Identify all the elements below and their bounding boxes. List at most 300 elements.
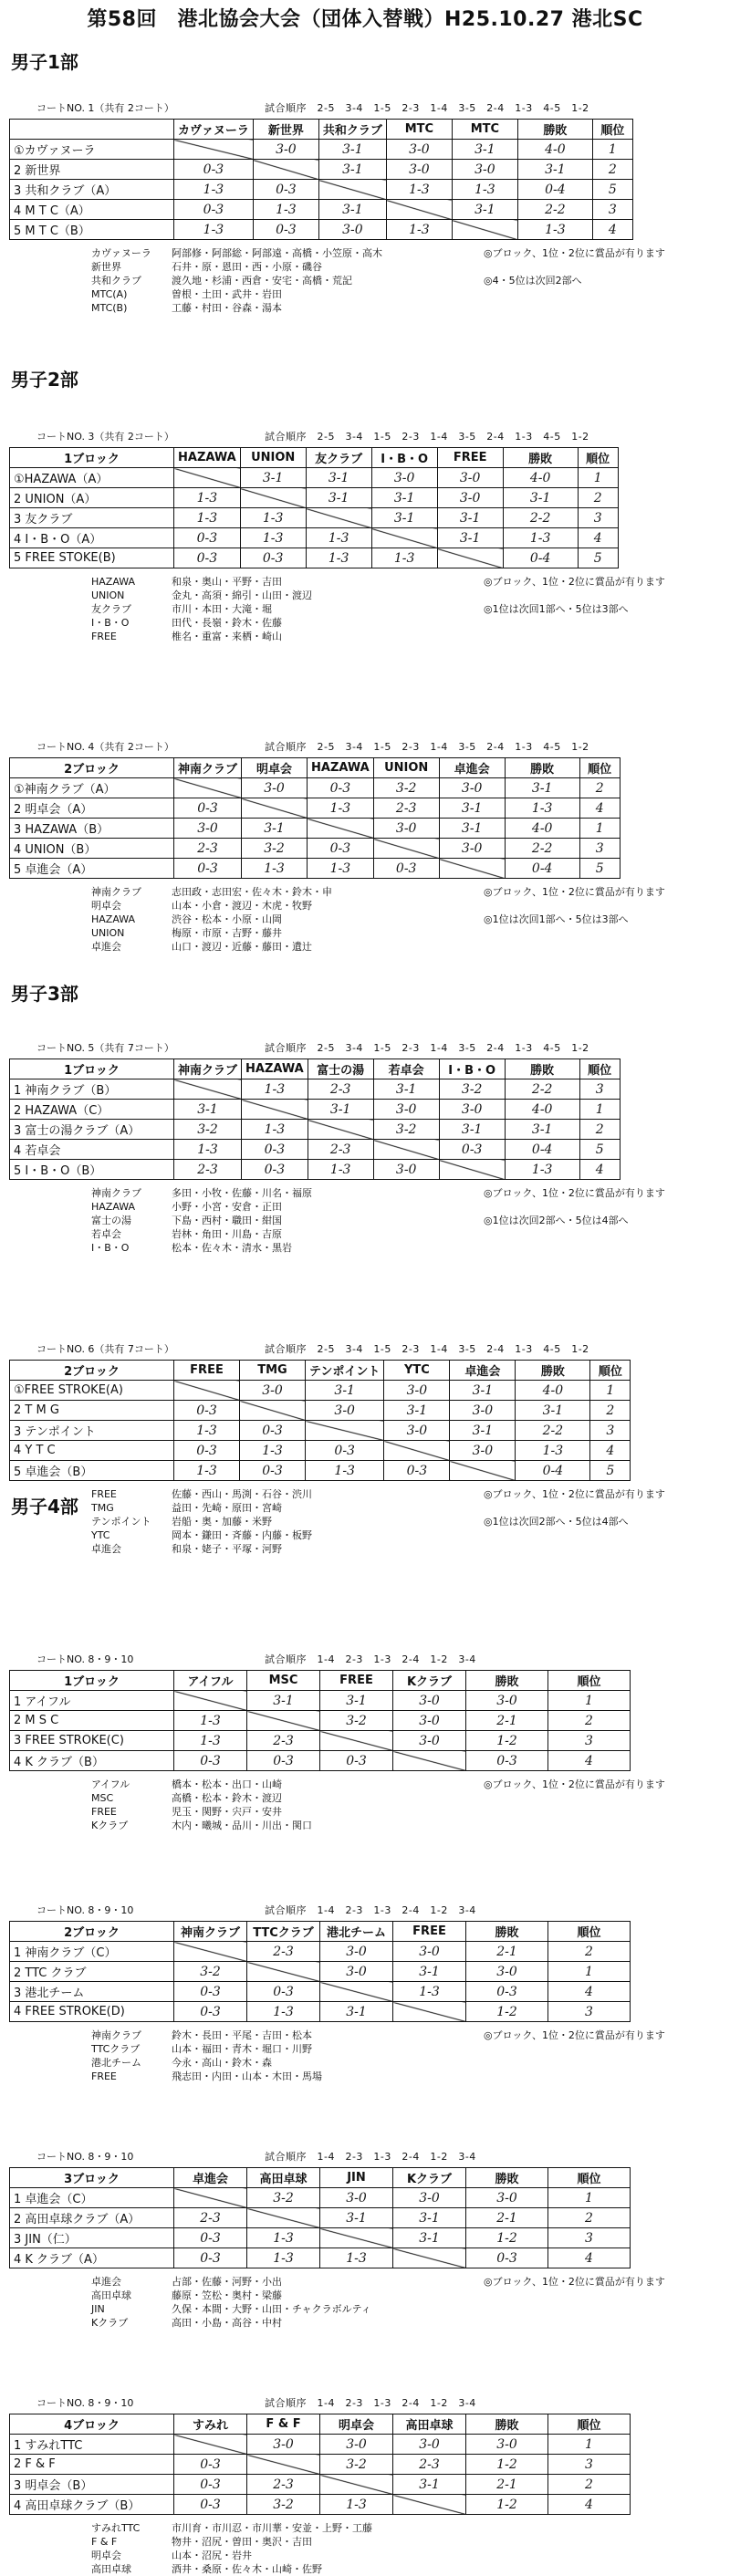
table-row [10,819,620,839]
rank-cell: 5 [579,859,620,879]
team-name: ①HAZAWA（A） [10,468,174,488]
team-name: 2 M S C [10,1711,174,1731]
self-match-cell [386,200,452,220]
roster-members: 田代・長嶺・鈴木・佐藤 [172,617,282,629]
win-loss-cell: 4-0 [505,1100,579,1120]
score-cell: 3-0 [386,140,452,160]
roster-line [91,274,382,287]
self-match-cell [384,1441,450,1461]
roster-line [91,1487,312,1501]
table-row [10,2455,631,2475]
score-cell: 1-3 [306,1461,384,1481]
score-cell: 3-0 [393,1731,466,1751]
roster-line [91,1805,312,1819]
column-header: Kクラブ [393,1671,466,1691]
roster-team: MTC(B) [91,302,128,314]
roster-team: MSC [91,1792,114,1804]
win-loss-cell: 0-4 [517,180,592,200]
score-cell: 3-2 [373,1120,439,1140]
win-loss-cell: 2-2 [517,200,592,220]
table-row [10,160,633,180]
score-cell: 3-0 [450,1401,516,1421]
column-header: MSC [247,1671,320,1691]
score-cell: 1-3 [306,528,371,548]
column-header: MTC [386,120,452,140]
column-header: テンポイント [306,1361,384,1381]
win-loss-cell: 1-3 [505,1160,579,1180]
roster-line [91,602,312,616]
table-row [10,1120,620,1140]
table-row [10,1751,631,1771]
roster-line [91,1791,312,1805]
score-cell: 0-3 [253,220,318,240]
score-cell: 0-3 [174,2248,247,2268]
roster-members: 岡本・鎌田・斉藤・内藤・板野 [172,1529,312,1541]
self-match-cell [320,2228,393,2248]
score-cell: 0-3 [308,839,374,859]
roster-line [91,2275,371,2289]
self-match-cell [320,2475,393,2495]
roster-line [91,1200,312,1214]
win-loss-cell: 2-2 [503,508,578,528]
column-header: 順位 [590,1361,631,1381]
score-cell: 3-1 [373,1079,439,1100]
self-match-cell [306,1421,384,1441]
rank-cell: 4 [579,798,620,819]
match-order: 試合順序 1-4 2-3 1-3 2-4 1-2 3-4 [265,2151,476,2163]
score-cell: 3-0 [242,778,308,798]
column-header: YTC [384,1361,450,1381]
rank-cell: 1 [579,1100,620,1120]
roster-team: FREE [91,631,117,642]
team-name: 2 HAZAWA（C） [10,1100,174,1120]
team-name: 2 UNION（A） [10,488,174,508]
win-loss-cell: 0-3 [466,1982,548,2002]
win-loss-cell: 2-2 [505,839,579,859]
roster-line [91,2316,371,2330]
table-row [10,1160,620,1180]
roster-line [91,246,382,260]
rank-cell: 3 [579,1079,620,1100]
column-header: カヴァヌーラ [174,120,254,140]
score-cell: 2-3 [308,1140,373,1160]
table-row [10,2002,631,2022]
roster-members: 岩林・角田・川島・吉原 [172,1228,282,1240]
win-loss-cell: 1-2 [466,2495,548,2515]
column-header: 勝敗 [516,1361,590,1381]
column-header: F & F [247,2414,320,2435]
column-header: 順位 [579,758,620,778]
roster-line [91,1515,312,1528]
roster-team: FREE [91,2070,117,2082]
roster-line [91,2521,372,2535]
score-cell: 0-3 [439,1140,505,1160]
column-header: 神南クラブ [174,1922,247,1942]
score-cell: 3-1 [320,2208,393,2228]
team-name: 2 明卓会（A） [10,798,174,819]
column-header: 勝敗 [466,1922,548,1942]
table-row [10,1962,631,1982]
self-match-cell [174,2188,247,2208]
block-label: 2ブロック [10,758,174,778]
score-cell: 3-2 [439,1079,505,1100]
score-cell: 1-3 [320,2495,393,2515]
table-row [10,1401,631,1421]
rank-cell: 2 [548,2475,631,2495]
score-cell: 1-3 [308,859,374,879]
roster-team: F & F [91,2536,118,2548]
roster-team: 友クラブ [91,603,131,615]
roster-members: 鈴木・長田・平尾・吉田・松本 [172,2029,312,2041]
table-row [10,468,619,488]
column-header: 神南クラブ [174,1059,242,1079]
score-cell: 0-3 [384,1461,450,1481]
score-cell: 0-3 [174,160,254,180]
self-match-cell [247,1711,320,1731]
score-cell: 1-3 [393,1982,466,2002]
rank-cell: 2 [548,1711,631,1731]
self-match-cell [240,488,306,508]
self-match-cell [174,778,242,798]
results-table [9,1360,631,1481]
table-row [10,1140,620,1160]
team-name: 5 FREE STOKE(B) [10,548,174,568]
score-cell: 0-3 [306,1441,384,1461]
score-cell: 2-3 [247,1942,320,1962]
team-name: 4 I・B・O（A） [10,528,174,548]
roster-members: 山本・沼尻・岩井 [172,2550,252,2561]
team-rosters [91,1186,312,1255]
win-loss-cell: 0-3 [466,2248,548,2268]
roster-members: 佐藤・西山・馬渕・石谷・渋川 [172,1488,312,1500]
roster-team: TMG [91,1502,114,1514]
table-row [10,528,619,548]
division-title: 男子2部 [11,369,78,391]
table-row [10,488,619,508]
team-name: ①神南クラブ（A） [10,778,174,798]
note-line: ◎ブロック、1位・2位に賞品が有ります [484,2029,665,2041]
column-header: 明卓会 [320,2414,393,2435]
column-header: 共和クラブ [318,120,386,140]
roster-members: 飛志田・内田・山本・木田・馬場 [172,2070,322,2082]
roster-line [91,2289,371,2302]
court-number: コートNO. 1（共有 2コート） [36,102,174,114]
team-rosters [91,246,382,315]
score-cell: 1-3 [242,1079,308,1100]
column-header: 順位 [548,2168,631,2188]
score-cell: 3-0 [384,1421,450,1441]
win-loss-cell: 0-4 [505,859,579,879]
roster-line [91,1542,312,1556]
block-notes [484,2028,665,2042]
score-cell: 1-3 [174,180,254,200]
rank-cell: 3 [548,2002,631,2022]
table-row [10,1421,631,1441]
column-header: 卓進会 [439,758,505,778]
score-cell: 3-0 [320,1942,393,1962]
roster-line [91,287,382,301]
block-label: 3ブロック [10,2168,174,2188]
table-row [10,1982,631,2002]
win-loss-cell: 3-0 [466,2435,548,2455]
rank-cell: 1 [548,1691,631,1711]
table-row [10,1079,620,1100]
roster-team: 神南クラブ [91,2029,141,2041]
roster-line [91,1186,312,1200]
table-row [10,2248,631,2268]
roster-members: 藤原・笠松・奥村・梁藤 [172,2289,282,2301]
team-name: 4 FREE STROKE(D) [10,2002,174,2022]
self-match-cell [174,1381,240,1401]
self-match-cell [174,1079,242,1100]
score-cell: 0-3 [242,1140,308,1160]
column-header: 卓進会 [450,1361,516,1381]
score-cell: 3-1 [371,508,437,528]
note-line: ◎ブロック、1位・2位に賞品が有ります [484,247,665,259]
note-line: ◎1位は次回2部へ・5位は4部へ [484,1215,629,1226]
roster-line [91,589,312,602]
score-cell: 1-3 [371,548,437,568]
match-order: 試合順序 2-5 3-4 1-5 2-3 1-4 3-5 2-4 1-3 4-5 1-2 [265,431,589,443]
self-match-cell [373,839,439,859]
roster-line [91,1227,312,1241]
rank-cell: 2 [579,1120,620,1140]
roster-members: 高田・小島・高谷・中村 [172,2317,282,2329]
score-cell: 3-2 [373,778,439,798]
column-header: 富士の湯 [308,1059,373,1079]
roster-team: UNION [91,927,125,939]
roster-line [91,2302,371,2316]
team-name: 3 富士の湯クラブ（A） [10,1120,174,1140]
roster-line [91,940,332,954]
roster-members: 益田・先崎・原田・宮崎 [172,1502,282,1514]
roster-members: 多田・小牧・佐藤・川名・福原 [172,1187,312,1199]
score-cell: 3-1 [240,468,306,488]
roster-members: 山本・福田・青木・堀口・川野 [172,2043,312,2055]
table-row [10,2228,631,2248]
roster-team: 新世界 [91,261,121,273]
rank-cell: 5 [592,180,632,200]
score-cell: 2-3 [247,2475,320,2495]
team-name: 3 友クラブ [10,508,174,528]
match-order: 試合順序 1-4 2-3 1-3 2-4 1-2 3-4 [265,1904,476,1916]
score-cell: 3-1 [439,1120,505,1140]
roster-line [91,926,332,940]
results-table [9,757,620,879]
column-header: 若卓会 [373,1059,439,1079]
self-match-cell [242,798,308,819]
court-number: コートNO. 4（共有 2コート） [36,741,174,753]
roster-line [91,2056,322,2070]
score-cell: 3-0 [437,468,503,488]
roster-members: 和泉・奥山・平野・吉田 [172,576,282,588]
team-name: 4 K クラブ（A） [10,2248,174,2268]
team-name: 1 卓進会（C） [10,2188,174,2208]
score-cell: 1-3 [174,220,254,240]
court-number: コートNO. 3（共有 2コート） [36,431,174,443]
team-rosters [91,1778,312,1832]
self-match-cell [174,2435,247,2455]
roster-team: HAZAWA [91,913,136,925]
score-cell: 1-3 [174,1461,240,1481]
self-match-cell [174,1942,247,1962]
note-line: ◎4・5位は次回2部へ [484,275,582,287]
score-cell: 1-3 [452,180,517,200]
roster-team: FREE [91,1488,117,1500]
self-match-cell [253,160,318,180]
score-cell: 3-0 [373,819,439,839]
roster-line [91,260,382,274]
self-match-cell [240,1401,306,1421]
score-cell: 0-3 [174,1401,240,1421]
score-cell: 1-3 [174,1731,247,1751]
court-number: コートNO. 8・9・10 [36,2151,134,2163]
win-loss-cell: 3-0 [466,2188,548,2208]
court-number: コートNO. 8・9・10 [36,1653,134,1665]
rank-cell: 2 [548,2208,631,2228]
column-header: 勝敗 [505,758,579,778]
rank-cell: 2 [578,488,618,508]
win-loss-cell: 4-0 [516,1381,590,1401]
score-cell: 3-1 [318,140,386,160]
block-notes [484,2275,665,2289]
self-match-cell [308,1120,373,1140]
table-row [10,1942,631,1962]
roster-members: 工藤・村田・谷森・湯本 [172,302,282,314]
roster-line [91,2042,322,2056]
rank-cell: 3 [590,1421,631,1441]
score-cell: 3-0 [393,1691,466,1711]
score-cell: 0-3 [247,1751,320,1771]
team-name: 5 卓進会（A） [10,859,174,879]
team-name: 4 Y T C [10,1441,174,1461]
block-notes [484,885,665,926]
roster-team: 共和クラブ [91,275,141,287]
score-cell: 3-1 [384,1401,450,1421]
score-cell: 3-0 [373,1100,439,1120]
roster-line [91,301,382,315]
roster-line [91,1214,312,1227]
team-name: 5 M T C（B） [10,220,174,240]
roster-team: 卓進会 [91,1543,121,1555]
win-loss-cell: 2-2 [505,1079,579,1100]
match-order: 試合順序 2-5 3-4 1-5 2-3 1-4 3-5 2-4 1-3 4-5 1-2 [265,1042,589,1054]
self-match-cell [174,468,241,488]
results-table [9,2167,631,2268]
roster-members: 小野・小宮・安倉・正田 [172,1201,282,1213]
score-cell: 1-3 [306,548,371,568]
roster-members: 志田政・志田宏・佐々木・鈴木・申 [172,886,332,898]
rank-cell: 5 [579,1140,620,1160]
score-cell: 3-0 [393,1942,466,1962]
rank-cell: 1 [592,140,632,160]
score-cell: 1-3 [386,180,452,200]
self-match-cell [393,1751,466,1771]
score-cell: 3-1 [174,1100,242,1120]
team-name: 4 K クラブ（B） [10,1751,174,1771]
score-cell: 3-0 [174,819,242,839]
team-name: 1 神南クラブ（B） [10,1079,174,1100]
column-header: 順位 [579,1059,620,1079]
score-cell: 3-0 [318,220,386,240]
self-match-cell [308,819,374,839]
roster-team: I・B・O [91,1242,130,1254]
score-cell: 2-3 [373,798,439,819]
team-name: 3 明卓会（B） [10,2475,174,2495]
page-title: 第58回 港北協会大会（団体入替戦）H25.10.27 港北SC [87,8,643,31]
column-header: TTCクラブ [247,1922,320,1942]
win-loss-cell: 1-2 [466,2002,548,2022]
win-loss-cell: 1-2 [466,2228,548,2248]
win-loss-cell: 4-0 [505,819,579,839]
column-header: HAZAWA [308,758,374,778]
score-cell: 3-0 [439,839,505,859]
rank-cell: 1 [590,1381,631,1401]
score-cell: 3-0 [373,1160,439,1180]
score-cell: 3-1 [450,1381,516,1401]
score-cell: 3-0 [393,2188,466,2208]
table-row [10,1100,620,1120]
rank-cell: 1 [548,1962,631,1982]
column-header: 勝敗 [503,448,578,468]
rank-cell: 2 [590,1401,631,1421]
roster-line [91,630,312,643]
win-loss-cell: 2-1 [466,1942,548,1962]
table-row [10,1381,631,1401]
table-row [10,2495,631,2515]
score-cell: 0-3 [174,859,242,879]
score-cell: 3-2 [242,839,308,859]
win-loss-cell: 2-2 [516,1421,590,1441]
team-name: 5 I・B・O（B） [10,1160,174,1180]
win-loss-cell: 1-3 [516,1441,590,1461]
self-match-cell [247,2208,320,2228]
roster-team: 卓進会 [91,2276,121,2288]
roster-members: 金丸・高須・綿引・山田・渡辺 [172,589,312,601]
score-cell: 3-1 [437,508,503,528]
score-cell: 3-0 [320,1962,393,1982]
score-cell: 0-3 [174,1441,240,1461]
win-loss-cell: 3-1 [517,160,592,180]
score-cell: 3-1 [308,1100,373,1120]
block-notes [484,1778,665,1791]
win-loss-cell: 2-1 [466,2475,548,2495]
score-cell: 0-3 [174,2455,247,2475]
table-row [10,2435,631,2455]
block-label: 2ブロック [10,1922,174,1942]
score-cell: 2-3 [174,839,242,859]
roster-team: TTCクラブ [91,2043,141,2055]
division-title: 男子3部 [11,983,78,1005]
column-header: FREE [174,1361,240,1381]
score-cell: 0-3 [320,1751,393,1771]
score-cell: 2-3 [247,1731,320,1751]
column-header: FREE [437,448,503,468]
court-number: コートNO. 8・9・10 [36,2397,134,2409]
score-cell: 1-3 [174,1711,247,1731]
roster-members: 市川育・市川忍・市川華・安並・上野・工藤 [172,2522,372,2534]
roster-team: 神南クラブ [91,886,141,898]
roster-members: 渡久地・杉浦・西倉・安宅・高橋・荒記 [172,275,352,287]
roster-line [91,885,332,899]
results-table [9,119,633,240]
column-header: すみれ [174,2414,247,2435]
roster-members: 久保・本間・大野・山田・チャクラボルティ [172,2303,371,2315]
score-cell: 1-3 [240,508,306,528]
score-cell: 3-1 [320,1691,393,1711]
rank-cell: 4 [548,1982,631,2002]
score-cell: 3-2 [320,2455,393,2475]
